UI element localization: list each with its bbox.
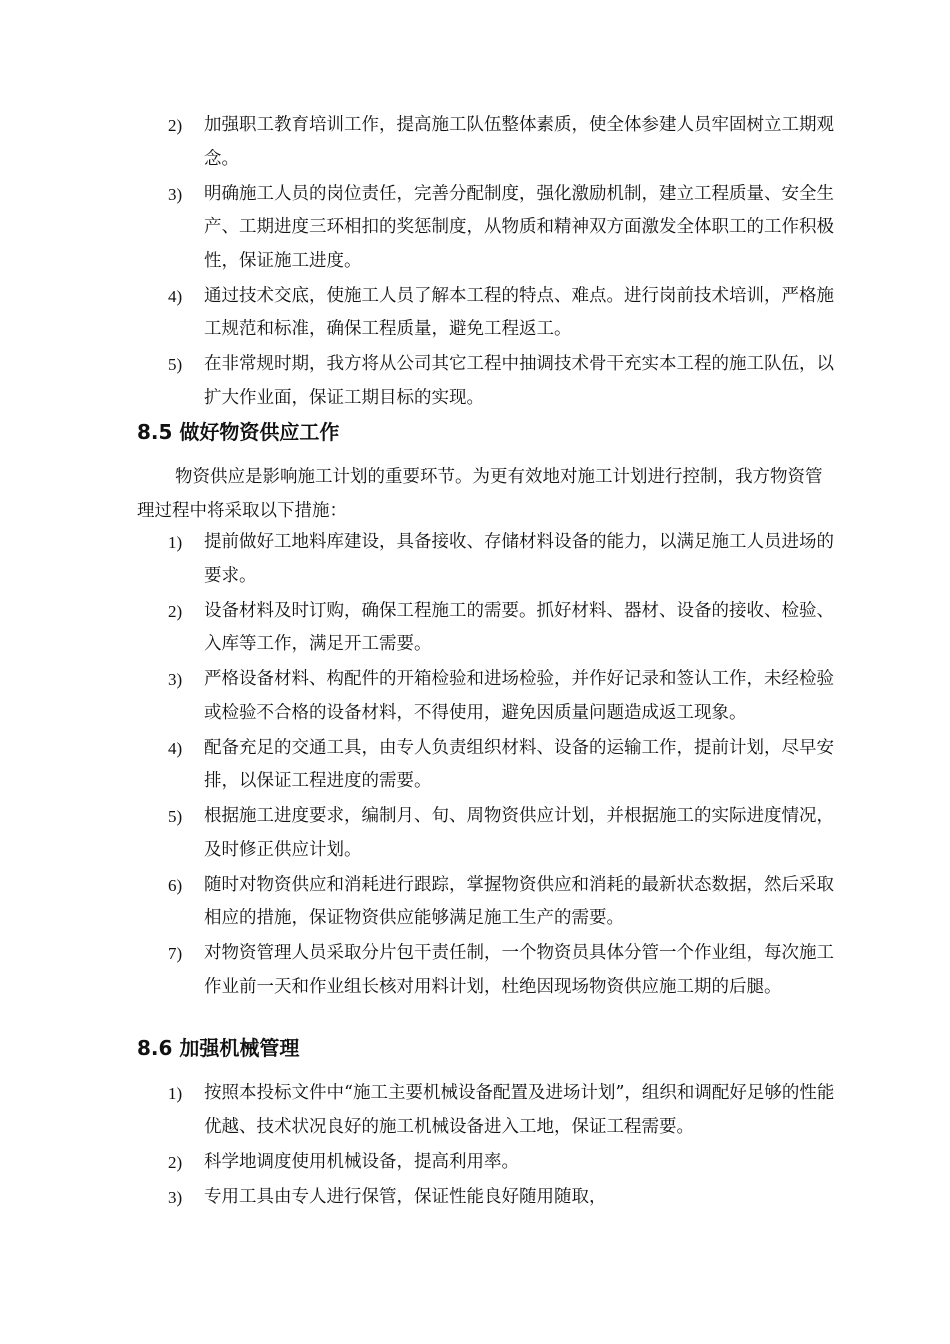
item-number: 3) bbox=[168, 184, 183, 204]
item-text: 根据施工进度要求，编制月、旬、周物资供应计划，并根据施工的实际进度情况，及时修正供应计划。 bbox=[204, 806, 834, 860]
material-supply-list bbox=[0, 526, 950, 1006]
list-item bbox=[0, 800, 844, 867]
item-number: 2) bbox=[168, 116, 183, 135]
item-number: 5) bbox=[168, 355, 183, 374]
list-item bbox=[0, 595, 844, 662]
list-item bbox=[0, 109, 844, 176]
item-number: 3) bbox=[168, 670, 183, 689]
schedule-measures-list bbox=[0, 109, 950, 417]
list-item bbox=[0, 526, 844, 593]
item-text: 明确施工人员的岗位责任，完善分配制度，强化激励机制，建立工程质量、安全生产、工期进度三环相扣的奖惩制度，从物质和精神双方面激发全体职工的工作积极性，保证施工进度。 bbox=[204, 183, 834, 271]
section-heading-8-5: 8.5 做好物资供应工作 bbox=[137, 420, 340, 444]
item-number: 5) bbox=[168, 807, 183, 826]
item-number: 6) bbox=[168, 875, 183, 895]
list-item bbox=[0, 732, 844, 799]
item-text: 专用工具由专人进行保管，保证性能良好随用随取， bbox=[204, 1186, 607, 1207]
item-number: 2) bbox=[168, 1152, 183, 1172]
list-item bbox=[0, 348, 844, 415]
item-text: 配备充足的交通工具，由专人负责组织材料、设备的运输工作，提前计划，尽早安排，以保证工程进度的需要。 bbox=[204, 737, 834, 791]
list-item bbox=[0, 1181, 844, 1215]
item-number: 1) bbox=[168, 533, 183, 552]
item-text: 按照本投标文件中“施工主要机械设备配置及进场计划”，组织和调配好足够的性能优越、技术状况良好的施工机械设备进入工地，保证工程需要。 bbox=[204, 1083, 835, 1137]
item-number: 3) bbox=[168, 1187, 183, 1207]
list-item bbox=[0, 663, 844, 730]
item-number: 4) bbox=[168, 286, 183, 306]
section-intro-paragraph: 物资供应是影响施工计划的重要环节。为更有效地对施工计划进行控制，我方物资管理过程中将采取以下措施： bbox=[137, 467, 823, 521]
list-item bbox=[0, 869, 844, 936]
list-item bbox=[0, 1077, 844, 1144]
item-text: 通过技术交底，使施工人员了解本工程的特点、难点。进行岗前技术培训，严格施工规范和标准，确保工程质量，避免工程返工。 bbox=[204, 285, 834, 339]
item-number: 7) bbox=[168, 944, 183, 963]
list-item bbox=[0, 1146, 844, 1180]
item-text: 随时对物资供应和消耗进行跟踪，掌握物资供应和消耗的最新状态数据，然后采取相应的措施，保证物资供应能够满足施工生产的需要。 bbox=[204, 874, 834, 928]
item-text: 在非常规时期，我方将从公司其它工程中抽调技术骨干充实本工程的施工队伍，以扩大作业面，保证工期目标的实现。 bbox=[204, 354, 834, 408]
item-text: 加强职工教育培训工作，提高施工队伍整体素质，使全体参建人员牢固树立工期观念。 bbox=[204, 115, 834, 169]
machinery-management-list bbox=[0, 1077, 950, 1216]
list-item bbox=[0, 178, 844, 279]
item-number: 1) bbox=[168, 1084, 183, 1103]
item-text: 科学地调度使用机械设备，提高利用率。 bbox=[204, 1151, 519, 1172]
section-heading-8-6: 8.6 加强机械管理 bbox=[137, 1036, 300, 1060]
list-item bbox=[0, 937, 844, 1004]
item-number: 2) bbox=[168, 601, 183, 621]
item-text: 严格设备材料、构配件的开箱检验和进场检验，并作好记录和签认工作，未经检验或检验不合格的设备材料，不得使用，避免因质量问题造成返工现象。 bbox=[204, 669, 834, 723]
item-text: 设备材料及时订购，确保工程施工的需要。抓好材料、器材、设备的接收、检验、入库等工作，满足开工需要。 bbox=[204, 600, 834, 654]
item-number: 4) bbox=[168, 738, 183, 758]
item-text: 提前做好工地料库建设，具备接收、存储材料设备的能力，以满足施工人员进场的要求。 bbox=[204, 532, 834, 586]
item-text: 对物资管理人员采取分片包干责任制，一个物资员具体分管一个作业组，每次施工作业前一天和作业组长核对用料计划，杜绝因现场物资供应施工期的后腿。 bbox=[204, 943, 834, 997]
list-item bbox=[0, 280, 844, 347]
